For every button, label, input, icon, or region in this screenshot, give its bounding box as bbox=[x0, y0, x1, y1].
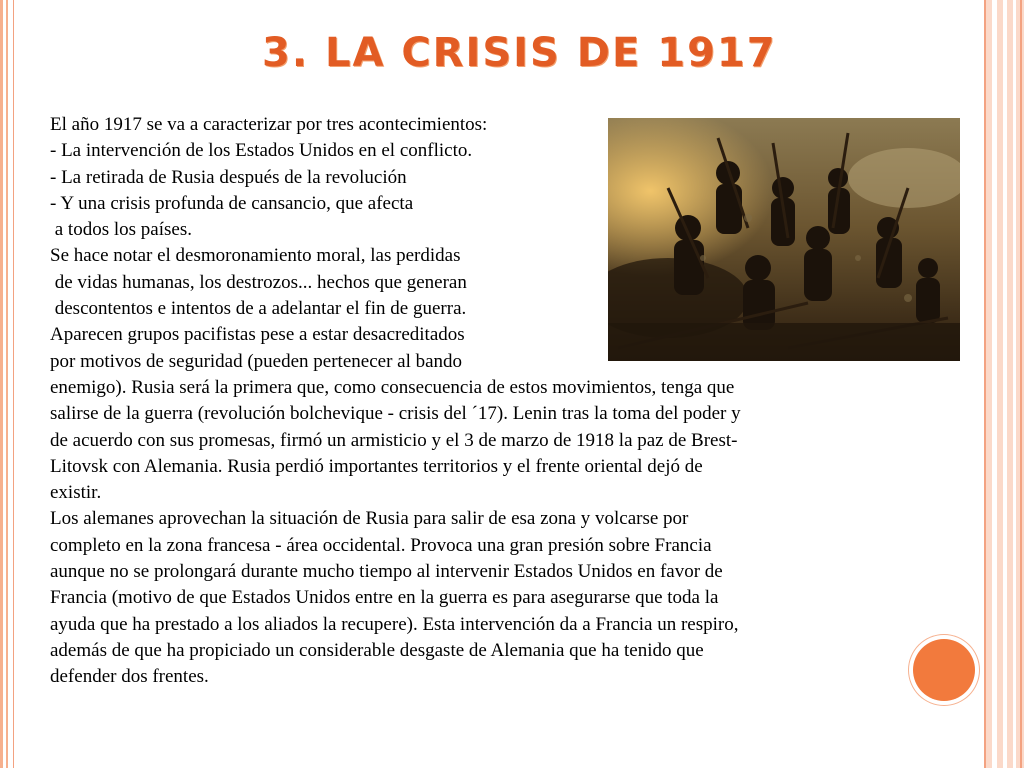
body-line: a todos los países. bbox=[50, 219, 192, 241]
left-border-stripe bbox=[0, 0, 3, 768]
right-border-stripe bbox=[984, 0, 986, 768]
body-line: ayuda que ha prestado a los aliados la recupere). Esta intervención da a Francia un respiro, bbox=[50, 613, 739, 635]
body-line: Francia (motivo de que Estados Unidos entre en la guerra es para asegurarse que toda la bbox=[50, 587, 719, 609]
body-line: El año 1917 se va a caracterizar por tres acontecimientos: bbox=[50, 114, 488, 135]
body-line: - La intervención de los Estados Unidos en el conflicto. bbox=[50, 140, 473, 162]
body-line: completo en la zona francesa - área occidental. Provoca una gran presión sobre Francia bbox=[50, 534, 712, 556]
body-line: enemigo). Rusia será la primera que, como consecuencia de estos movimientos, tenga que bbox=[50, 376, 735, 398]
right-border-stripe bbox=[1020, 0, 1022, 768]
left-border-stripe bbox=[6, 0, 8, 768]
body-line: defender dos frentes. bbox=[50, 666, 209, 688]
body-line: además de que ha propiciado un considerable desgaste de Alemania que ha tenido que bbox=[50, 639, 704, 661]
body-text bbox=[50, 112, 890, 691]
decorative-circle bbox=[913, 639, 975, 701]
body-line: - Y una crisis profunda de cansancio, que afecta bbox=[50, 192, 414, 214]
slide-title: 3. LA CRISIS DE 1917 bbox=[262, 30, 777, 76]
body-line: aunque no se prolongará durante mucho tiempo al intervenir Estados Unidos en favor de bbox=[50, 561, 723, 583]
body-line: salirse de la guerra (revolución bolchevique - crisis del ´17). Lenin tras la toma del poder y bbox=[50, 403, 741, 425]
body-line: por motivos de seguridad (pueden pertenecer al bando bbox=[50, 350, 463, 372]
left-border-stripe bbox=[13, 0, 14, 768]
right-border-stripe bbox=[1013, 0, 1016, 768]
body-line: Se hace notar el desmoronamiento moral, las perdidas bbox=[50, 245, 461, 267]
body-line: Los alemanes aprovechan la situación de Rusia para salir de esa zona y volcarse por bbox=[50, 508, 689, 530]
body-line: de acuerdo con sus promesas, firmó un armisticio y el 3 de marzo de 1918 la paz de Brest- bbox=[50, 429, 738, 451]
body-line: de vidas humanas, los destrozos... hechos que generan bbox=[50, 271, 467, 293]
body-line: Aparecen grupos pacifistas pese a estar desacreditados bbox=[50, 324, 465, 346]
body-line: descontentos e intentos de a adelantar el fin de guerra. bbox=[50, 298, 467, 320]
body-line: Litovsk con Alemania. Rusia perdió importantes territorios y el frente oriental dejó de bbox=[50, 455, 703, 477]
body-line: - La retirada de Rusia después de la revolución bbox=[50, 166, 407, 188]
body-line: existir. bbox=[50, 482, 102, 504]
right-border-stripe bbox=[992, 0, 997, 768]
right-border-stripe bbox=[1003, 0, 1007, 768]
